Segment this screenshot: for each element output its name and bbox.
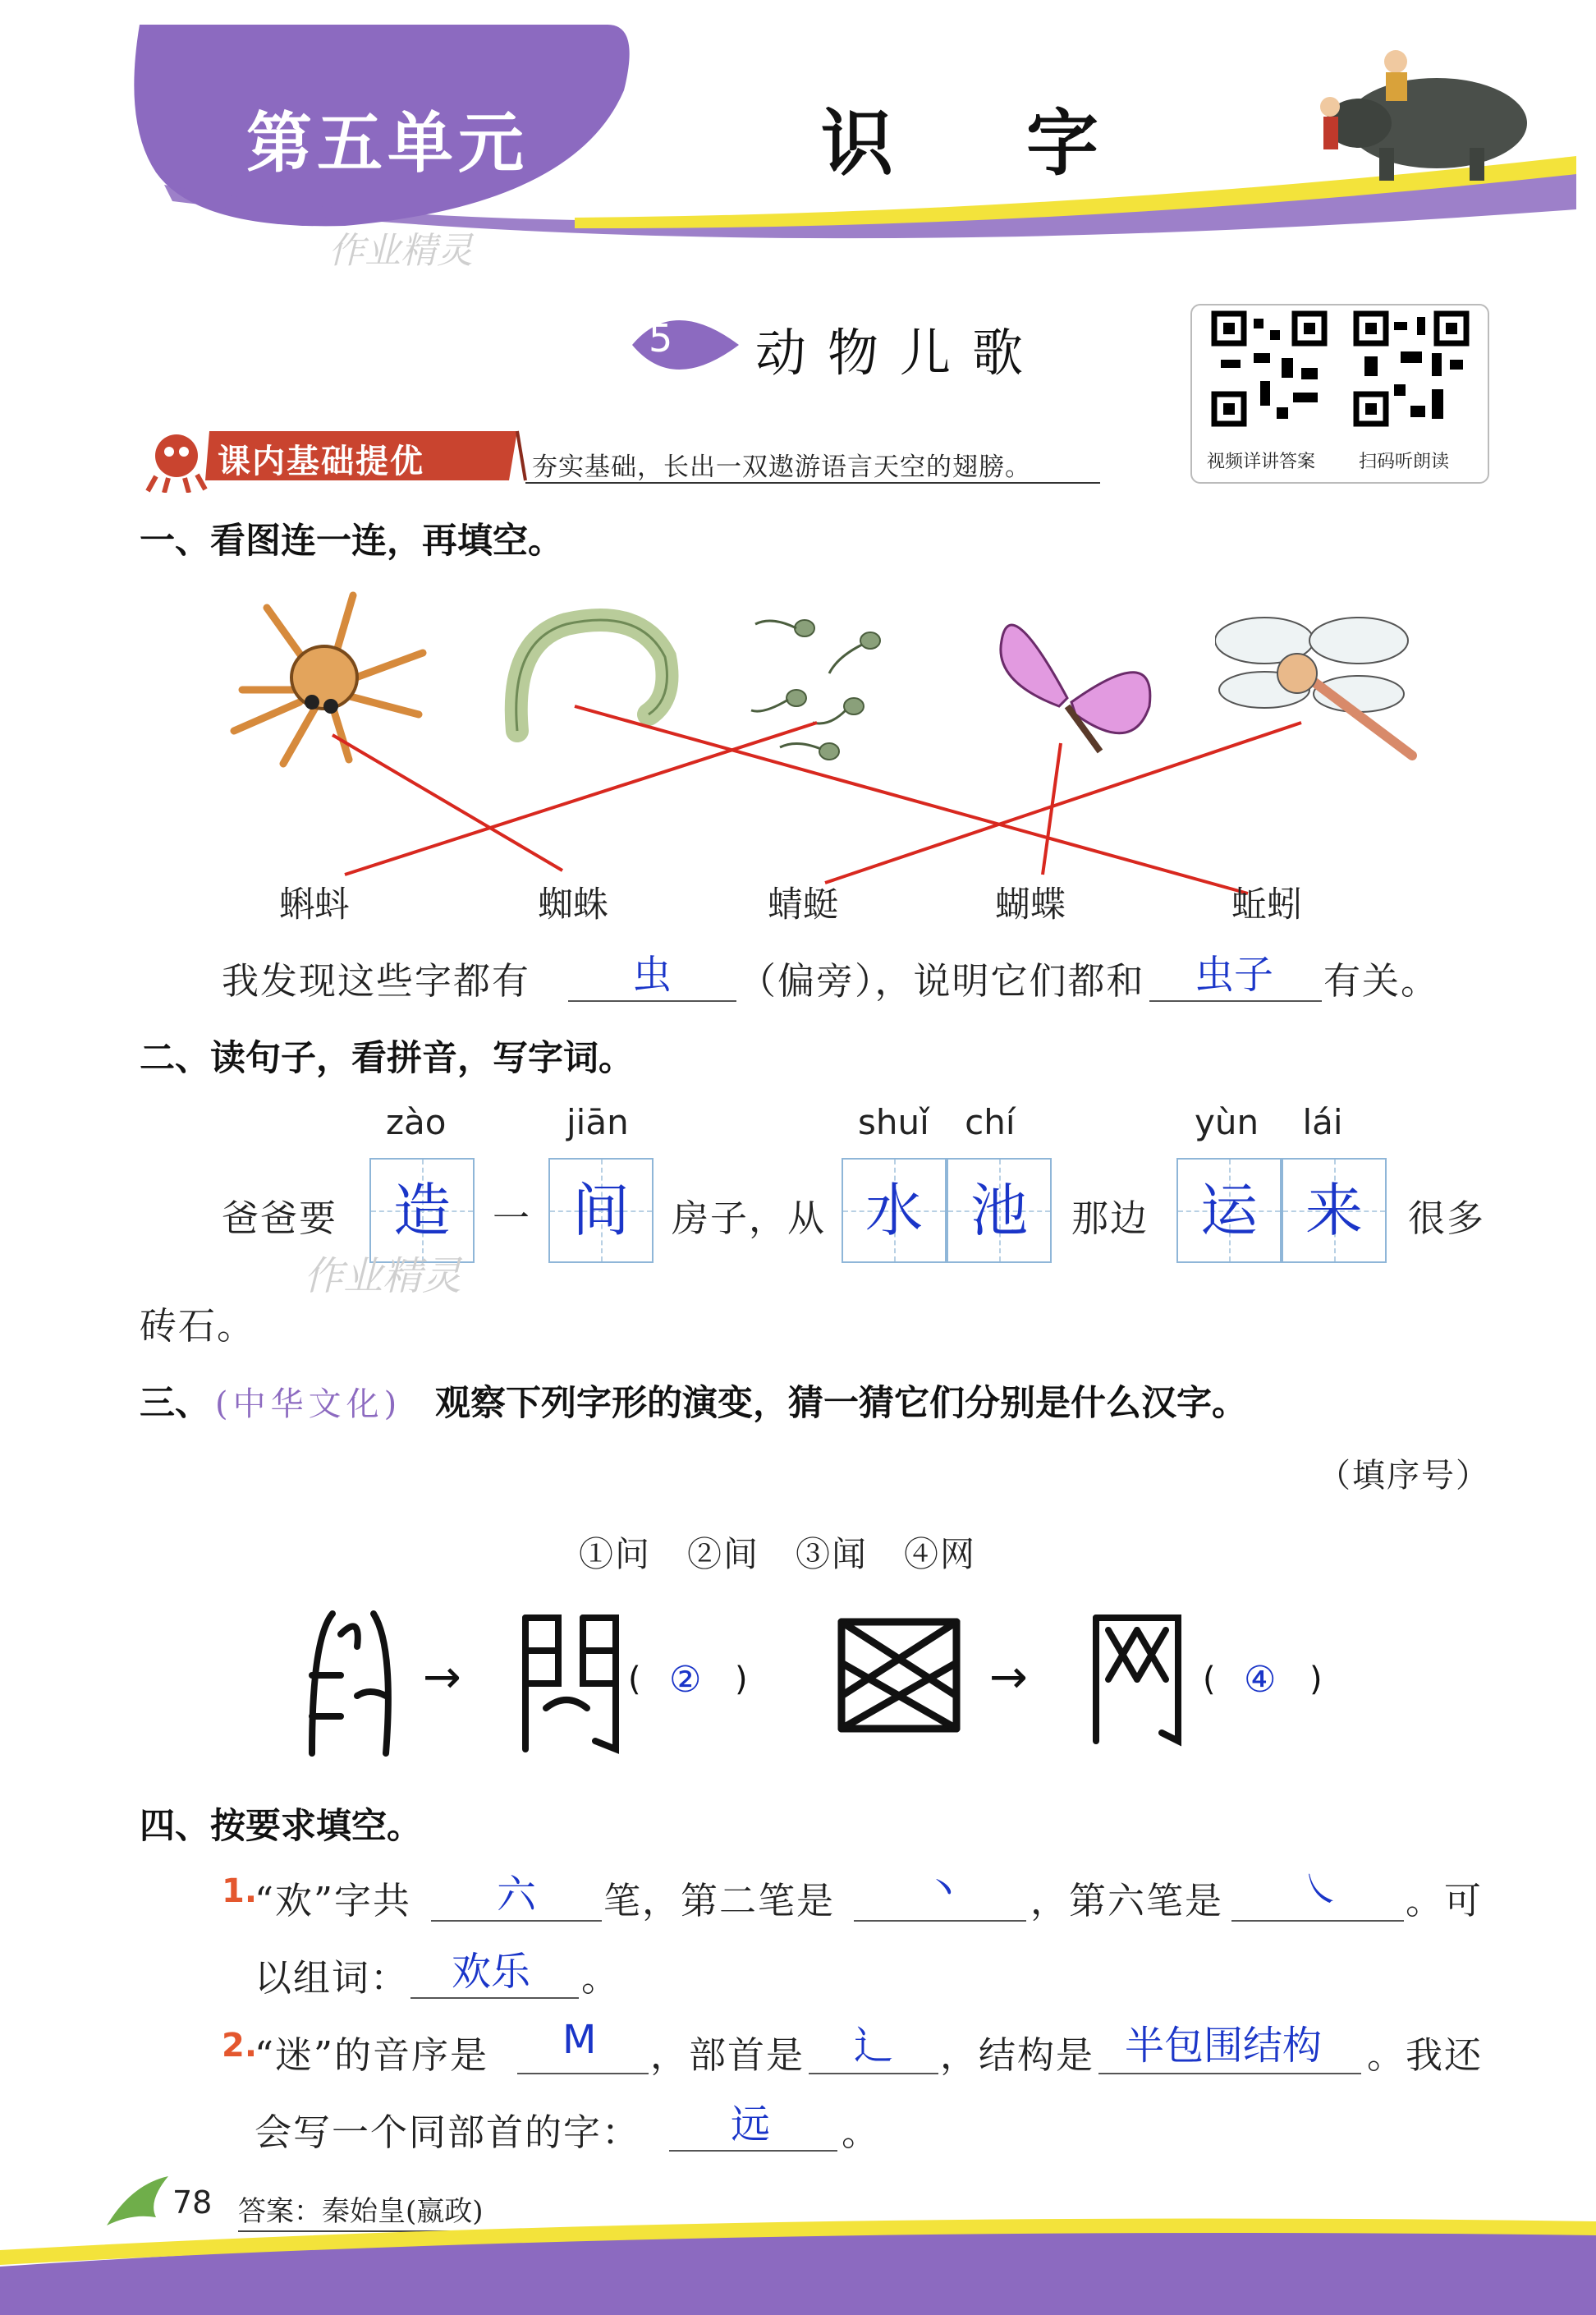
word-kedou: 蝌蚪 bbox=[279, 884, 350, 926]
ancient-glyph-4 bbox=[1084, 1610, 1190, 1749]
pinyin-zao: zào bbox=[386, 1102, 447, 1142]
grid-char-shui: 水 bbox=[865, 1177, 923, 1244]
q4-item1-blank-b[interactable] bbox=[854, 1920, 1026, 1922]
word-hudie: 蝴蝶 bbox=[995, 884, 1066, 926]
q1-answer-a: 虫 bbox=[632, 952, 672, 998]
q2-heading: 二、读句子，看拼音，写字词。 bbox=[140, 1038, 634, 1079]
q2-text-5: 很多 bbox=[1408, 1197, 1486, 1240]
q2-text-2: 一 bbox=[493, 1197, 532, 1240]
q3-paren-open-2: ( bbox=[1203, 1660, 1216, 1698]
q4-item1-blank-e[interactable] bbox=[410, 1997, 579, 1999]
word-qingting: 蜻蜓 bbox=[768, 884, 838, 926]
grid-char-yun: 运 bbox=[1200, 1177, 1258, 1244]
q3-answer-2: ④ bbox=[1244, 1659, 1277, 1701]
arrow-1: → bbox=[423, 1651, 461, 1704]
ancient-glyph-1 bbox=[296, 1597, 402, 1762]
q4-item2-blank-c[interactable] bbox=[1098, 2073, 1361, 2074]
ancient-glyph-2 bbox=[509, 1610, 632, 1757]
q1-sentence-c: 有关。 bbox=[1323, 959, 1440, 1003]
watermark-logo bbox=[296, 1248, 509, 1306]
q3-note: （填序号） bbox=[1318, 1457, 1490, 1495]
q1-answer-b: 虫子 bbox=[1195, 952, 1274, 998]
q2-text-4: 那边 bbox=[1071, 1197, 1149, 1240]
q3-paren-close-1: ) bbox=[735, 1660, 748, 1698]
q4-item2-text-c: ，结构是 bbox=[940, 2033, 1095, 2077]
pinyin-jian: jiān bbox=[566, 1102, 629, 1142]
grid-char-jian: 间 bbox=[572, 1177, 630, 1244]
grid-char-lai: 来 bbox=[1305, 1177, 1363, 1244]
q3-heading-rest: 观察下列字形的演变，猜一猜它们分别是什么汉字。 bbox=[435, 1383, 1247, 1424]
q1-blank-a[interactable] bbox=[568, 1000, 736, 1002]
lesson-number: 5 bbox=[649, 316, 673, 361]
footer-answer-note: 答案：秦始皇(嬴政) bbox=[238, 2189, 484, 2232]
lesson-title: 动物儿歌 bbox=[755, 323, 1045, 383]
q4-item2-blank-b[interactable] bbox=[809, 2073, 938, 2074]
section-subtitle: 夯实基础，长出一双遨游语言天空的翅膀。 bbox=[532, 452, 1031, 482]
q4-item2-text-e: 会写一个同部首的字： bbox=[255, 2111, 641, 2154]
q4-item1-text-b: 笔，第二笔是 bbox=[603, 1879, 836, 1922]
q4-item2-text-f: 。 bbox=[842, 2111, 881, 2154]
q4-item1-answer-e: 欢乐 bbox=[452, 1949, 531, 1995]
q4-item2-answer-c: 半包围结构 bbox=[1125, 2023, 1323, 2069]
page-title-char-2: 字 bbox=[1026, 101, 1099, 186]
page-number: 78 bbox=[172, 2184, 213, 2221]
unit-title: 第五单元 bbox=[246, 105, 529, 181]
section-tag: 课内基础提优 bbox=[218, 443, 424, 480]
q4-item2-text-b: ，部首是 bbox=[650, 2033, 805, 2077]
q1-matching-lines bbox=[0, 0, 1596, 985]
q2-text-3: 房子，从 bbox=[672, 1197, 827, 1240]
svg-text:作业精灵: 作业精灵 bbox=[304, 1253, 462, 1299]
q4-item1-text-f: 。 bbox=[581, 1956, 621, 2000]
q4-heading: 四、按要求填空。 bbox=[140, 1806, 422, 1847]
q3-heading-tag: (中华文化) bbox=[215, 1385, 402, 1423]
q3-options: ①问 ②间 ③闻 ④网 bbox=[579, 1534, 977, 1574]
arrow-2: → bbox=[989, 1651, 1028, 1704]
pinyin-yunlai: yùn lái bbox=[1195, 1102, 1343, 1142]
q4-item1-text-e: 以组词： bbox=[255, 1956, 410, 2000]
q2-text-6: 砖石。 bbox=[140, 1304, 256, 1348]
q4-item2-text-a: “迷”的音序是 bbox=[255, 2033, 489, 2077]
qr-video-caption: 视频详讲答案 bbox=[1207, 452, 1316, 472]
q1-heading: 一、看图连一连，再填空。 bbox=[140, 521, 563, 562]
word-qiuyin: 蚯蚓 bbox=[1231, 884, 1302, 926]
q4-item1-text-a: “欢”字共 bbox=[255, 1879, 412, 1922]
q4-item1-blank-c[interactable] bbox=[1231, 1920, 1404, 1922]
q4-item2-answer-a: M bbox=[562, 2017, 597, 2063]
q4-item1-text-d: 。可 bbox=[1406, 1879, 1484, 1922]
q4-item2-answer-e: 远 bbox=[731, 2101, 771, 2147]
q3-paren-open-1: ( bbox=[628, 1660, 641, 1698]
grid-char-zao: 造 bbox=[393, 1177, 451, 1244]
q4-item1-blank-a[interactable] bbox=[431, 1920, 602, 1922]
q4-item1-answer-c: ㇏ bbox=[1301, 1867, 1341, 1913]
q3-answer-1: ② bbox=[669, 1659, 702, 1701]
q4-item2-text-d: 。我还 bbox=[1367, 2033, 1484, 2077]
pinyin-shuichi: shuǐ chí bbox=[858, 1102, 1016, 1142]
word-zhizhu: 蜘蛛 bbox=[538, 884, 608, 926]
q1-sentence-a: 我发现这些字都有 bbox=[222, 959, 531, 1003]
q4-item2-blank-e[interactable] bbox=[669, 2150, 837, 2152]
q4-item1-answer-a: 六 bbox=[497, 1872, 537, 1918]
q4-item1-answer-b: 丶 bbox=[924, 1867, 964, 1913]
ancient-glyph-3 bbox=[833, 1614, 969, 1737]
footer-banner bbox=[0, 2217, 1596, 2315]
q4-item1-text-c: ，第六笔是 bbox=[1030, 1879, 1224, 1922]
q1-blank-b[interactable] bbox=[1149, 1000, 1322, 1002]
q3-heading-prefix: 三、 bbox=[140, 1383, 210, 1424]
grid-char-chi: 池 bbox=[970, 1177, 1028, 1244]
q4-item2-blank-a[interactable] bbox=[517, 2073, 649, 2074]
q4-item2-number: 2. bbox=[222, 2027, 258, 2065]
qr-audio-caption: 扫码听朗读 bbox=[1359, 452, 1450, 472]
q4-item2-answer-b: 辶 bbox=[854, 2023, 894, 2069]
page-title-char-1: 识 bbox=[821, 101, 894, 186]
q4-item1-number: 1. bbox=[222, 1872, 258, 1910]
svg-text:作业精灵: 作业精灵 bbox=[328, 230, 473, 272]
q1-sentence-b: （偏旁），说明它们都和 bbox=[739, 959, 1145, 1003]
q3-paren-close-2: ) bbox=[1309, 1660, 1323, 1698]
q2-text-1: 爸爸要 bbox=[222, 1197, 338, 1240]
